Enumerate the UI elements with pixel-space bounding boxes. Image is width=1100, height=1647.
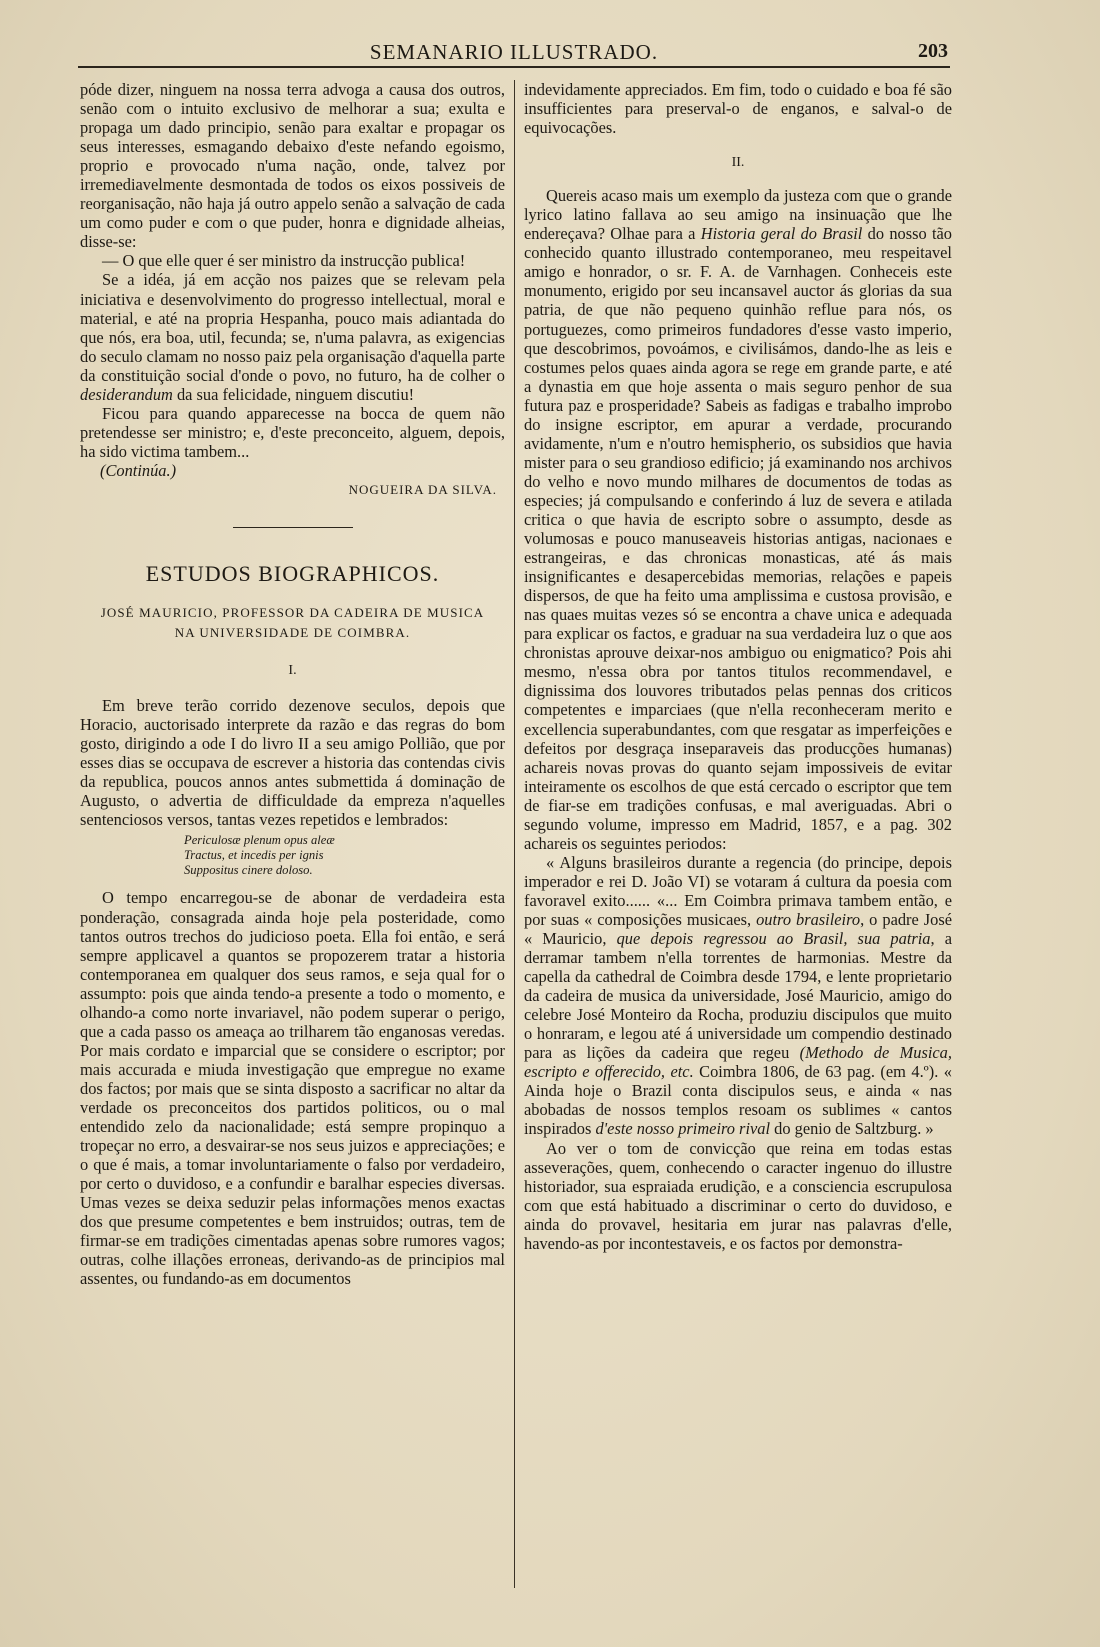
book-title: Historia geral do Brasil <box>700 224 863 244</box>
author-signature: NOGUEIRA DA SILVA. <box>348 481 497 497</box>
paragraph-2: Se a idéa, já em acção nos paizes que se relevam pela iniciativa e desenvolvimento do progresso intellectual, moral e material, e até na propria Hespanha, pouco mais adiantada do que nós, era boa, util, fecunda; se, n'uma palavra, as exigencias do seculo clamam no nosso paiz pela organisação d'aquella parte da constituição social d'onde o povo, no futuro, ha de colher o desiderandum da sua felicidade, ninguem discutiu! <box>80 270 505 404</box>
verse-line: Periculosæ plenum opus aleæ <box>184 833 335 848</box>
right-column <box>524 80 952 1253</box>
paragraph-4: Em breve terão corrido dezenove seculos, depois que Horacio, auctorisado interprete da razão e das regras do bom gosto, dirigindo a ode I do livro II a seu amigo Pollião, que por esses dias se occupava de escrever a historia das contendas civis da republica, poucos annos antes submettida á dominação de Augusto, o advertia de difficuldade da empreza n'aquelles sentenciosos versos, tantas vezes repetidos e lembrados: <box>80 696 505 830</box>
right-paragraph-last: Ao ver o tom de convicção que reina em todas estas asseverações, quem, conhecendo o caracter ingenuo do illustre historiador, sua espraiada erudição, e a consciencia escrupulosa com que está habituado a discriminar o certo do duvidoso, e ainda do provavel, hesitaria em jurar nas palavras d'elle, havendo-as por incontestaveis, e os factos por demonstra- <box>524 1138 952 1253</box>
continua-note: (Continúa.) <box>100 460 177 480</box>
quote-line: — O que elle quer é ser ministro da instrucção publica! <box>102 251 466 271</box>
paragraph-5: O tempo encarregou-se de abonar de verdadeira esta ponderação, consagrada ainda hoje pela posteridade, como tantos outros trechos do judicioso poeta. Ella foi então, e será sempre applicavel a quantos se propozerem tratar a historia contemporanea em qualquer dos seus ramos, e seja qual for o assumpto: pois que ainda tendo-a presente a todo o momento, e olhando-a como norte invariavel, não podem superar o perigo, que a cada passo os ameaça ao trilharem tão enganosas veredas. Por mais cordato e imparcial que se considere o escriptor; por mais accurada e miuda investigação que empregue no exame dos factos; por mais que se sinta disposto a sacrificar no altar da verdade os preconceitos dos partidos politicos, ou o mal entendido zelo da nacionalidade; está sempre propinquo a tropeçar no erro, a desvairar-se nos seus juizos e appreciações; e o que é mais, a tomar involuntariamente o falso por verdadeiro, por certo o duvidoso, e a confundir e baralhar especies diversas. Umas vezes se deixa seduzir pelas informações menos exactas dos que presume competentes e bem instruidos; outras, tem de firmar-se em tradições cimentadas apenas sobre rumores vagos; outras, colhe illações erroneas, derivando-as de principios mal assentes, ou fundando-as em documentos <box>80 888 505 1289</box>
subtitle-line-1: JOSÉ MAURICIO, PROFESSOR DA CADEIRA DE MUSICA <box>100 605 485 621</box>
page-number: 203 <box>918 40 948 62</box>
left-column <box>80 80 505 1288</box>
verse-line: Tractus, et incedis per ignis <box>184 848 324 863</box>
page-header <box>78 36 950 68</box>
column-divider <box>514 80 515 1588</box>
intro-paragraph: póde dizer, ninguem na nossa terra advoga a causa dos outros, senão com o intuito exclusivo de melhorar a sua; exulta e propaga um dado principio, senão para exaltar e propagar os seus interesses, esmagando debaixo d'este nefando egoismo, proprio e provocado n'uma nação, onde, talvez por irremediavelmente desmontada de todos os eixos possiveis de reorganisação, não haja já outro appelo senão a salvação de cada um como puder e com o que puder, honra e dignidade alheias, disse-se: <box>80 80 505 252</box>
right-paragraph-1: indevidamente appreciados. Em fim, todo o cuidado e boa fé são insufficientes para preserval-o de enganos, e salval-o de equivocações. <box>524 80 952 138</box>
section-title: ESTUDOS BIOGRAPHICOS. <box>145 561 440 587</box>
right-paragraph-2: Quereis acaso mais um exemplo da justeza com que o grande lyrico latino fallava ao seu amigo na insinuação que lhe endereçava? Olhae para a Historia geral do Brasil do nosso tão conhecido quanto illustrado contemporaneo, meu respeitavel amigo e honrador, o sr. F. A. de Varnhagen. Conheceis este monumento, erigido por seu incansavel auctor ás glorias da sua patria, de que não pequeno quinhão reflue para nós, os portuguezes, como primeiros fundadores d'esse vasto imperio, que descobrimos, povoámos, e civilisámos, dando-lhe as leis e costumes pelos quaes ainda agora se rege em grande parte, e até a dynastia em que hoje assenta o mais seguro penhor de sua futura paz e prosperidade? Sabeis as fadigas e trabalho improbo do insigne escriptor, em apurar a verdade, procurando avidamente, n'um e n'outro hemispherio, os subsidios que havia mister para o seu grandioso edificio; já examinando nos archivos do velho e novo mundo milhares de documentos de todas as especies; já compulsando e conferindo á luz de severa e atilada critica o que havia de escripto sobre o assumpto, desde as volumosas e pouco manuseaveis historias antigas, nacionaes e estrangeiras, e das chronicas monasticas, até ás mais insignificantes e desapercebidas memorias, relações e papeis dispersos, de que ha feito uma amplissima e custosa provisão, e nas quaes muitas vezes só se encontra a chave unica e adequada para explicar os factos, e graduar na sua verdadeira luz o que aos chronistas aprouve deixar-nos ambiguo ou enigmatico? Pois ahi mesmo, n'essa obra por tantos titulos recommendavel, e dignissima dos louvores tributados pelas pennas dos criticos competentes e imparciaes (que n'ella reconheceram merito e excellencia superabundantes, com que resgatar as imperfeições e defeitos por desgraça inseparaveis das producções humanas) achareis novas provas do quanto sejam impossiveis de evitar inteiramente os escolhos de que está cercado o escriptor que tem de fiar-se em tradições confusas, e mal averiguadas. Abri o segundo volume, impresso em Madrid, 1857, e a pag. 302 achareis os seguintes periodos: <box>524 186 952 853</box>
part-numeral-1: I. <box>288 663 297 679</box>
desiderandum-term: desiderandum <box>80 384 173 404</box>
section-separator <box>233 527 353 528</box>
section-subtitle <box>80 603 505 643</box>
part-numeral-2: II. <box>731 155 745 171</box>
quoted-passage: « Alguns brasileiros durante a regencia (do principe, depois imperador e rei D. João VI) se votaram á cultura da poesia com favoravel exito...... «... Em Coimbra primava tambem então, e por suas « composições musicaes, outro brasileiro, o padre José « Mauricio, que depois regressou ao Brasil, sua patria, a derramar tambem n'ella torrentes de harmonias. Mestre da capella da cathedral de Coimbra desde 1794, e lente proprietario da cadeira de musica da universidade, José Mauricio, amigo do celebre José Monteiro da Rocha, produziu discipulos que muito o honraram, e legou até á universidade um compendio destinado para as lições da cadeira que regeu (Methodo de Musica, escripto e offerecido, etc. Coimbra 1806, de 63 pag. (em 4.º). « Ainda hoje o Brazil conta discipulos seus, e ainda « nas abobadas de nossos templos resoam os sublimes « cantos inspirados d'este nosso primeiro rival do genio de Saltzburg. » <box>524 852 952 1139</box>
publication-title: SEMANARIO ILLUSTRADO. <box>369 40 659 64</box>
paragraph-3: Ficou para quando apparecesse na bocca de quem não pretendesse ser ministro; e, d'este preconceito, alguem, depois, ha sido victima tambem... <box>80 403 505 461</box>
verse-line: Suppositus cinere doloso. <box>184 863 313 878</box>
latin-verse <box>184 833 505 878</box>
subtitle-line-2: NA UNIVERSIDADE DE COIMBRA. <box>174 625 411 641</box>
